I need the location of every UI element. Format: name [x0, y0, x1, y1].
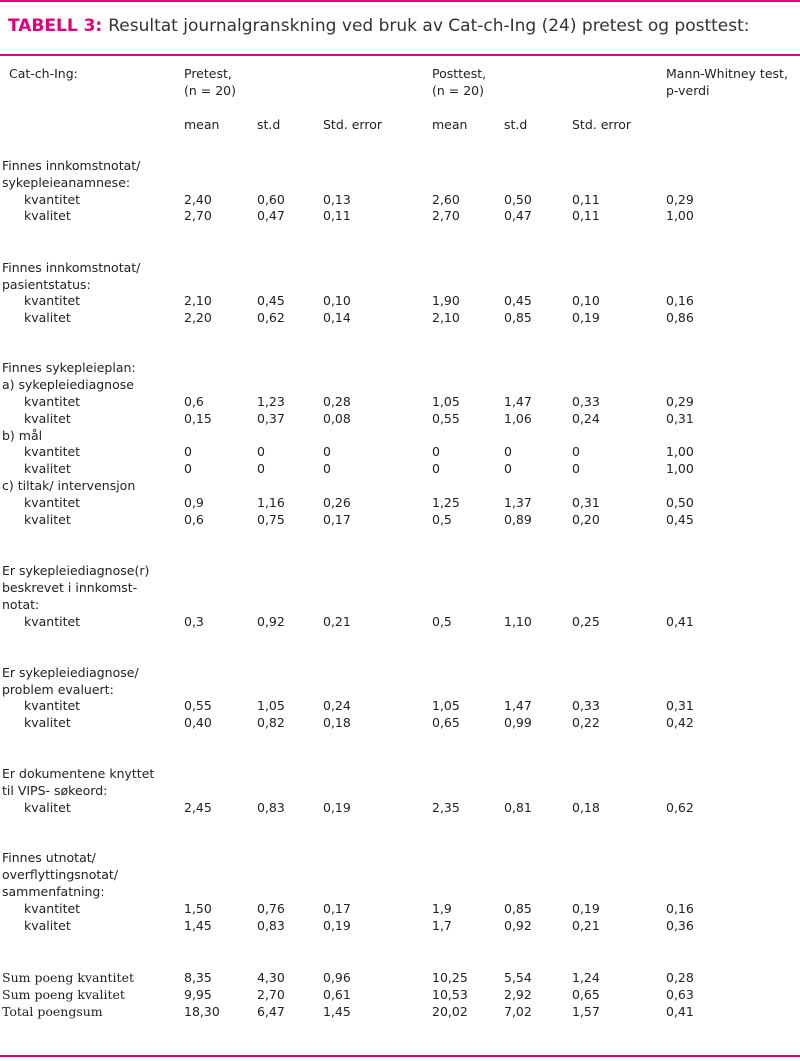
row-label: kvantitet — [24, 394, 81, 409]
table-row — [0, 714, 800, 731]
cell-post-mean: 0,5 — [432, 512, 452, 527]
cell-post-mean: 2,10 — [432, 310, 460, 325]
top-rule — [0, 0, 800, 2]
row-label: Finnes innkomstnotat/ — [2, 158, 141, 173]
cell-pre-std: 0,60 — [257, 192, 285, 207]
cell-post-std: 0,85 — [504, 310, 532, 325]
table-title-label: TABELL 3: — [8, 16, 103, 36]
subheader-post-std: st.d — [504, 117, 528, 132]
col-header-posttest-line1: Posttest, — [432, 66, 487, 81]
row-label: kvantitet — [24, 192, 81, 207]
cell-pre-std: 1,16 — [257, 495, 285, 510]
cell-pre-mean: 0,6 — [184, 512, 204, 527]
cell-pre-stderr: 0 — [323, 444, 331, 459]
cell-post-mean: 2,70 — [432, 208, 460, 223]
cell-pre-stderr: 0,61 — [323, 987, 351, 1002]
cell-post-mean: 0,5 — [432, 614, 452, 629]
row-label: kvalitet — [24, 208, 71, 223]
cell-post-mean: 1,05 — [432, 698, 460, 713]
table-row — [0, 191, 800, 208]
cell-pre-std: 2,70 — [257, 987, 285, 1002]
cell-post-std: 0,99 — [504, 715, 532, 730]
cell-post-stderr: 0,19 — [572, 310, 600, 325]
cell-p-value: 0,31 — [666, 411, 694, 426]
row-label: beskrevet i innkomst- — [2, 580, 138, 595]
cell-pre-stderr: 0,24 — [323, 698, 351, 713]
cell-post-mean: 0,55 — [432, 411, 460, 426]
cell-post-stderr: 0,22 — [572, 715, 600, 730]
table-row — [0, 511, 800, 528]
row-label: overflyttingsnotat/ — [2, 867, 119, 882]
row-label: kvantitet — [24, 293, 81, 308]
cell-pre-stderr: 0,19 — [323, 918, 351, 933]
table-row — [0, 292, 800, 309]
cell-post-std: 0,47 — [504, 208, 532, 223]
table-title — [8, 16, 750, 36]
cell-post-std: 1,37 — [504, 495, 532, 510]
cell-post-stderr: 0,19 — [572, 901, 600, 916]
cell-post-stderr: 0,33 — [572, 394, 600, 409]
cell-pre-mean: 9,95 — [184, 987, 212, 1002]
row-label: sykepleieanamnese: — [2, 175, 131, 190]
cell-post-std: 0,89 — [504, 512, 532, 527]
table-row — [0, 917, 800, 934]
cell-pre-mean: 0 — [184, 444, 192, 459]
category-label-row — [0, 562, 800, 579]
category-label-row — [0, 782, 800, 799]
row-label: kvantitet — [24, 901, 81, 916]
table-row — [0, 393, 800, 410]
cell-pre-mean: 0,40 — [184, 715, 212, 730]
category-label-row — [0, 276, 800, 293]
cell-pre-mean: 2,70 — [184, 208, 212, 223]
row-label: kvalitet — [24, 512, 71, 527]
cell-post-std: 5,54 — [504, 970, 532, 985]
cell-post-stderr: 0,11 — [572, 208, 600, 223]
cell-post-mean: 0 — [432, 461, 440, 476]
cell-post-std: 0 — [504, 444, 512, 459]
table-row — [0, 410, 800, 427]
row-label: kvalitet — [24, 411, 71, 426]
cell-pre-mean: 18,30 — [184, 1004, 220, 1019]
cell-post-stderr: 0,24 — [572, 411, 600, 426]
cell-post-std: 0,81 — [504, 800, 532, 815]
table-row — [0, 900, 800, 917]
category-label-row — [0, 477, 800, 494]
cell-pre-std: 0,83 — [257, 800, 285, 815]
row-label: kvalitet — [24, 461, 71, 476]
cell-post-stderr: 0,10 — [572, 293, 600, 308]
sum-row — [0, 969, 800, 986]
cell-pre-stderr: 1,45 — [323, 1004, 351, 1019]
cell-p-value: 0,86 — [666, 310, 694, 325]
cell-pre-stderr: 0,08 — [323, 411, 351, 426]
cell-post-std: 1,06 — [504, 411, 532, 426]
cell-p-value: 1,00 — [666, 444, 694, 459]
subheader-pre-stderr: Std. error — [323, 117, 382, 132]
subheader-pre-mean: mean — [184, 117, 220, 132]
row-label: Finnes sykepleieplan: — [2, 360, 136, 375]
cell-p-value: 0,36 — [666, 918, 694, 933]
cell-post-mean: 1,7 — [432, 918, 452, 933]
cell-pre-mean: 1,45 — [184, 918, 212, 933]
row-label: Sum poeng kvantitet — [2, 970, 134, 985]
col-header-catching: Cat-ch-Ing: — [9, 66, 78, 81]
row-label: kvantitet — [24, 614, 81, 629]
cell-post-mean: 1,9 — [432, 901, 452, 916]
cell-p-value: 0,45 — [666, 512, 694, 527]
cell-pre-stderr: 0,26 — [323, 495, 351, 510]
cell-post-std: 1,47 — [504, 698, 532, 713]
row-label: b) mål — [2, 428, 43, 443]
category-label-row — [0, 883, 800, 900]
cell-pre-stderr: 0 — [323, 461, 331, 476]
col-header-pretest-line2: (n = 20) — [184, 83, 237, 98]
cell-pre-std: 1,23 — [257, 394, 285, 409]
cell-p-value: 0,29 — [666, 192, 694, 207]
cell-pre-mean: 8,35 — [184, 970, 212, 985]
cell-pre-std: 0,45 — [257, 293, 285, 308]
category-label-row — [0, 376, 800, 393]
cell-post-stderr: 0,25 — [572, 614, 600, 629]
cell-pre-stderr: 0,17 — [323, 512, 351, 527]
cell-post-mean: 10,53 — [432, 987, 468, 1002]
row-label: Sum poeng kvalitet — [2, 987, 125, 1002]
table-row — [0, 460, 800, 477]
cell-pre-stderr: 0,21 — [323, 614, 351, 629]
cell-pre-std: 0,83 — [257, 918, 285, 933]
cell-post-std: 0,92 — [504, 918, 532, 933]
header-rule — [0, 54, 800, 56]
col-header-mann-whitney-line2: p-verdi — [666, 83, 710, 98]
cell-pre-std: 0,82 — [257, 715, 285, 730]
col-header-mann-whitney-line1: Mann-Whitney test, — [666, 66, 788, 81]
cell-p-value: 0,42 — [666, 715, 694, 730]
cell-p-value: 0,41 — [666, 1004, 694, 1019]
category-label-row — [0, 596, 800, 613]
cell-post-stderr: 0,20 — [572, 512, 600, 527]
cell-pre-mean: 2,20 — [184, 310, 212, 325]
row-label: Total poengsum — [2, 1004, 103, 1019]
cell-post-mean: 1,05 — [432, 394, 460, 409]
subheader-post-mean: mean — [432, 117, 468, 132]
sum-row — [0, 1003, 800, 1020]
cell-post-mean: 20,02 — [432, 1004, 468, 1019]
row-label: kvantitet — [24, 444, 81, 459]
table-row — [0, 697, 800, 714]
cell-pre-mean: 0,15 — [184, 411, 212, 426]
category-label-row — [0, 579, 800, 596]
row-label: kvalitet — [24, 918, 71, 933]
row-label: kvalitet — [24, 310, 71, 325]
cell-pre-std: 0,37 — [257, 411, 285, 426]
cell-post-std: 2,92 — [504, 987, 532, 1002]
bottom-rule — [0, 1055, 800, 1057]
cell-pre-stderr: 0,14 — [323, 310, 351, 325]
cell-post-mean: 2,60 — [432, 192, 460, 207]
cell-pre-std: 0 — [257, 461, 265, 476]
cell-pre-mean: 2,40 — [184, 192, 212, 207]
cell-pre-std: 4,30 — [257, 970, 285, 985]
cell-pre-stderr: 0,11 — [323, 208, 351, 223]
subheader-post-stderr: Std. error — [572, 117, 631, 132]
row-label: Er sykepleiediagnose(r) — [2, 563, 150, 578]
cell-pre-stderr: 0,10 — [323, 293, 351, 308]
category-label-row — [0, 866, 800, 883]
cell-pre-stderr: 0,19 — [323, 800, 351, 815]
cell-pre-std: 0,62 — [257, 310, 285, 325]
cell-pre-std: 0 — [257, 444, 265, 459]
col-header-posttest-line2: (n = 20) — [432, 83, 485, 98]
cell-pre-std: 0,47 — [257, 208, 285, 223]
cell-p-value: 0,28 — [666, 970, 694, 985]
cell-pre-stderr: 0,13 — [323, 192, 351, 207]
cell-pre-mean: 0,9 — [184, 495, 204, 510]
row-label: problem evaluert: — [2, 682, 114, 697]
category-label-row — [0, 849, 800, 866]
cell-post-stderr: 0 — [572, 461, 580, 476]
cell-pre-mean: 2,45 — [184, 800, 212, 815]
row-label: kvalitet — [24, 800, 71, 815]
cell-post-mean: 2,35 — [432, 800, 460, 815]
row-label: sammenfatning: — [2, 884, 105, 899]
cell-p-value: 0,29 — [666, 394, 694, 409]
cell-post-std: 0,50 — [504, 192, 532, 207]
cell-post-std: 1,47 — [504, 394, 532, 409]
table-row — [0, 207, 800, 224]
cell-pre-std: 6,47 — [257, 1004, 285, 1019]
cell-p-value: 0,50 — [666, 495, 694, 510]
cell-pre-mean: 2,10 — [184, 293, 212, 308]
cell-post-std: 1,10 — [504, 614, 532, 629]
col-header-pretest-line1: Pretest, — [184, 66, 232, 81]
row-label: pasientstatus: — [2, 277, 91, 292]
cell-post-stderr: 1,57 — [572, 1004, 600, 1019]
cell-post-mean: 0,65 — [432, 715, 460, 730]
cell-post-mean: 10,25 — [432, 970, 468, 985]
row-label: til VIPS- søkeord: — [2, 783, 108, 798]
category-label-row — [0, 259, 800, 276]
cell-post-mean: 1,25 — [432, 495, 460, 510]
cell-p-value: 0,16 — [666, 293, 694, 308]
cell-pre-stderr: 0,28 — [323, 394, 351, 409]
cell-post-stderr: 0,21 — [572, 918, 600, 933]
row-label: Finnes utnotat/ — [2, 850, 96, 865]
cell-post-stderr: 0,11 — [572, 192, 600, 207]
cell-pre-stderr: 0,18 — [323, 715, 351, 730]
cell-pre-mean: 0,6 — [184, 394, 204, 409]
cell-post-std: 0,45 — [504, 293, 532, 308]
cell-pre-mean: 0 — [184, 461, 192, 476]
subheader-pre-std: st.d — [257, 117, 281, 132]
cell-post-std: 0 — [504, 461, 512, 476]
category-label-row — [0, 681, 800, 698]
cell-pre-mean: 0,55 — [184, 698, 212, 713]
cell-pre-mean: 0,3 — [184, 614, 204, 629]
cell-p-value: 1,00 — [666, 461, 694, 476]
row-label: kvantitet — [24, 698, 81, 713]
cell-p-value: 0,16 — [666, 901, 694, 916]
category-label-row — [0, 359, 800, 376]
row-label: Er dokumentene knyttet — [2, 766, 155, 781]
cell-pre-std: 0,92 — [257, 614, 285, 629]
category-label-row — [0, 664, 800, 681]
row-label: a) sykepleiediagnose — [2, 377, 134, 392]
cell-p-value: 0,63 — [666, 987, 694, 1002]
cell-pre-std: 1,05 — [257, 698, 285, 713]
cell-post-stderr: 1,24 — [572, 970, 600, 985]
table-row — [0, 309, 800, 326]
cell-pre-stderr: 0,96 — [323, 970, 351, 985]
table-row — [0, 799, 800, 816]
cell-post-std: 0,85 — [504, 901, 532, 916]
row-label: notat: — [2, 597, 40, 612]
cell-pre-stderr: 0,17 — [323, 901, 351, 916]
sum-row — [0, 986, 800, 1003]
table-row — [0, 494, 800, 511]
cell-p-value: 1,00 — [666, 208, 694, 223]
cell-p-value: 0,31 — [666, 698, 694, 713]
cell-pre-std: 0,75 — [257, 512, 285, 527]
category-label-row — [0, 427, 800, 444]
table-title-text: Resultat journalgranskning ved bruk av Cat-ch-Ing (24) pretest og posttest: — [108, 16, 750, 36]
cell-pre-std: 0,76 — [257, 901, 285, 916]
table-row — [0, 443, 800, 460]
cell-post-stderr: 0,65 — [572, 987, 600, 1002]
cell-post-std: 7,02 — [504, 1004, 532, 1019]
cell-post-stderr: 0,18 — [572, 800, 600, 815]
row-label: Er sykepleiediagnose/ — [2, 665, 139, 680]
category-label-row — [0, 174, 800, 191]
cell-post-mean: 1,90 — [432, 293, 460, 308]
cell-p-value: 0,62 — [666, 800, 694, 815]
row-label: kvalitet — [24, 715, 71, 730]
cell-pre-mean: 1,50 — [184, 901, 212, 916]
cell-post-stderr: 0,33 — [572, 698, 600, 713]
category-label-row — [0, 765, 800, 782]
cell-post-stderr: 0,31 — [572, 495, 600, 510]
category-label-row — [0, 157, 800, 174]
row-label: kvantitet — [24, 495, 81, 510]
row-label: Finnes innkomstnotat/ — [2, 260, 141, 275]
table-row — [0, 613, 800, 630]
cell-p-value: 0,41 — [666, 614, 694, 629]
cell-post-stderr: 0 — [572, 444, 580, 459]
row-label: c) tiltak/ intervensjon — [2, 478, 136, 493]
cell-post-mean: 0 — [432, 444, 440, 459]
